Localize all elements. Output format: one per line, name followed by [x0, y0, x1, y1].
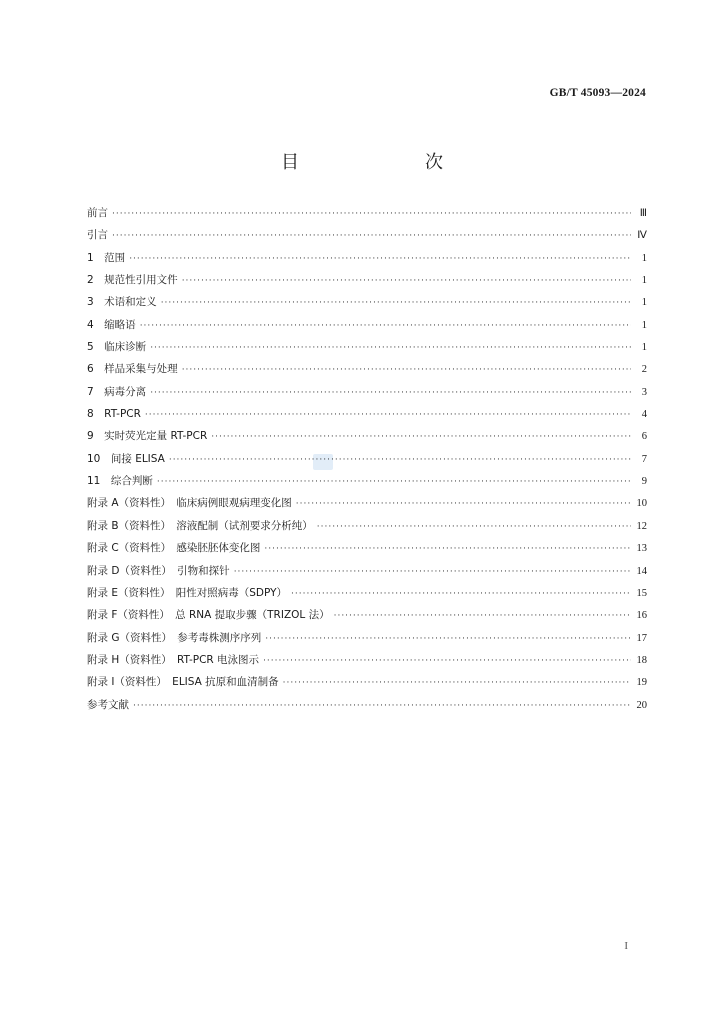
toc-entry-appendix-a[interactable] [87, 495, 647, 517]
toc-entry-appendix-b[interactable] [87, 518, 647, 540]
dot-leader [140, 321, 631, 331]
toc-entry-appendix-c[interactable] [87, 540, 647, 562]
toc-entry-label: 附录 A（资料性） 临床病例眼观病理变化图 [87, 497, 292, 510]
toc-entry-label: 8 RT-PCR [87, 408, 141, 421]
toc-entry-4[interactable] [87, 317, 647, 339]
dot-leader [150, 388, 631, 398]
toc-entry-page: Ⅳ [637, 230, 647, 242]
dot-leader [133, 701, 631, 711]
toc-entry-appendix-d[interactable] [87, 563, 647, 585]
dot-leader [234, 567, 631, 577]
toc-entry-page: 18 [636, 654, 647, 666]
toc-entry-9[interactable] [87, 428, 647, 450]
toc-entry-label: 6 样品采集与处理 [87, 363, 178, 376]
toc-entry-label: 附录 C（资料性） 感染胚胚体变化图 [87, 542, 261, 555]
toc-entry-8[interactable] [87, 406, 647, 428]
toc-entry-page: Ⅲ [639, 208, 647, 219]
toc-entry-label: 2 规范性引用文件 [87, 274, 178, 287]
toc-entry-label: 10 间接 ELISA [87, 452, 165, 465]
toc-entry-foreword[interactable] [87, 205, 647, 227]
toc-entry-3[interactable] [87, 294, 647, 316]
standard-code: GB/T 45093—2024 [549, 87, 646, 99]
page-number: I [624, 940, 628, 952]
toc-entry-appendix-f[interactable] [87, 607, 647, 629]
toc-entry-label: 引言 [87, 229, 108, 242]
toc-entry-page: 16 [636, 610, 647, 622]
toc-entry-page: 1 [641, 319, 647, 331]
dot-leader [145, 410, 631, 420]
toc-entry-label: 7 病毒分离 [87, 385, 147, 398]
toc-entry-references[interactable] [87, 697, 647, 719]
toc-entry-introduction[interactable] [87, 227, 647, 249]
toc-entry-label: 1 范围 [87, 251, 126, 264]
toc-entry-label: 4 缩略语 [87, 318, 136, 331]
toc-entry-label: 附录 F（资料性） 总 RNA 提取步骤（TRIZOL 法） [87, 609, 330, 622]
dot-leader [112, 209, 631, 219]
toc-entry-page: 1 [641, 252, 647, 264]
toc-entry-10[interactable] [87, 451, 647, 473]
toc-entry-page: 10 [636, 498, 647, 510]
toc-entry-label: 附录 I（资料性） ELISA 抗原和血清制备 [87, 676, 279, 689]
dot-leader [317, 522, 631, 532]
toc-entry-label: 前言 [87, 207, 108, 219]
dot-leader [169, 455, 631, 465]
toc-entry-label: 参考文献 [87, 698, 129, 711]
toc-entry-label: 9 实时荧光定量 RT-PCR [87, 430, 208, 443]
toc-entry-2[interactable] [87, 272, 647, 294]
dot-leader [182, 365, 631, 375]
page-title: 目 次 [281, 152, 473, 173]
toc-entry-11[interactable] [87, 473, 647, 495]
toc-entry-label: 附录 B（资料性） 溶液配制（试剂要求分析纯） [87, 519, 313, 532]
dot-leader [129, 254, 631, 264]
toc-entry-page: 12 [636, 520, 647, 532]
toc-entry-label: 附录 E（资料性） 阳性对照病毒（SDPY） [87, 586, 287, 599]
dot-leader [112, 231, 631, 241]
toc-entry-page: 1 [641, 342, 647, 354]
toc-entry-page: 2 [641, 364, 647, 376]
dot-leader [182, 276, 631, 286]
toc-entry-page: 7 [641, 453, 647, 465]
toc-entry-page: 15 [636, 587, 647, 599]
table-of-contents [87, 205, 647, 719]
dot-leader [150, 343, 631, 353]
dot-leader [161, 298, 631, 308]
dot-leader [283, 678, 631, 688]
toc-entry-label: 附录 G（资料性） 参考毒株测序序列 [87, 631, 262, 644]
toc-entry-label: 5 临床诊断 [87, 341, 147, 354]
dot-leader [263, 656, 631, 666]
toc-entry-label: 11 综合判断 [87, 475, 153, 488]
toc-entry-page: 17 [636, 632, 647, 644]
toc-entry-6[interactable] [87, 361, 647, 383]
dot-leader [291, 589, 631, 599]
toc-entry-page: 6 [641, 431, 647, 443]
toc-entry-page: 19 [636, 677, 647, 689]
toc-entry-page: 1 [641, 297, 647, 309]
toc-entry-label: 3 术语和定义 [87, 296, 157, 309]
toc-entry-label: 附录 D（资料性） 引物和探针 [87, 564, 230, 577]
toc-entry-page: 9 [641, 476, 647, 488]
toc-entry-page: 13 [636, 543, 647, 555]
toc-entry-7[interactable] [87, 384, 647, 406]
dot-leader [264, 544, 631, 554]
dot-leader [265, 634, 631, 644]
toc-entry-page: 14 [636, 565, 647, 577]
toc-entry-appendix-e[interactable] [87, 585, 647, 607]
toc-entry-page: 20 [636, 699, 647, 711]
dot-leader [334, 611, 631, 621]
toc-entry-5[interactable] [87, 339, 647, 361]
dot-leader [296, 499, 631, 509]
toc-entry-appendix-i[interactable] [87, 674, 647, 696]
toc-entry-page: 1 [641, 275, 647, 287]
dot-leader [157, 477, 631, 487]
toc-entry-page: 3 [641, 386, 647, 398]
toc-entry-appendix-g[interactable] [87, 630, 647, 652]
toc-entry-page: 4 [641, 409, 647, 421]
toc-entry-appendix-h[interactable] [87, 652, 647, 674]
toc-entry-label: 附录 H（资料性） RT-PCR 电泳图示 [87, 653, 260, 666]
dot-leader [211, 432, 631, 442]
toc-entry-1[interactable] [87, 250, 647, 272]
